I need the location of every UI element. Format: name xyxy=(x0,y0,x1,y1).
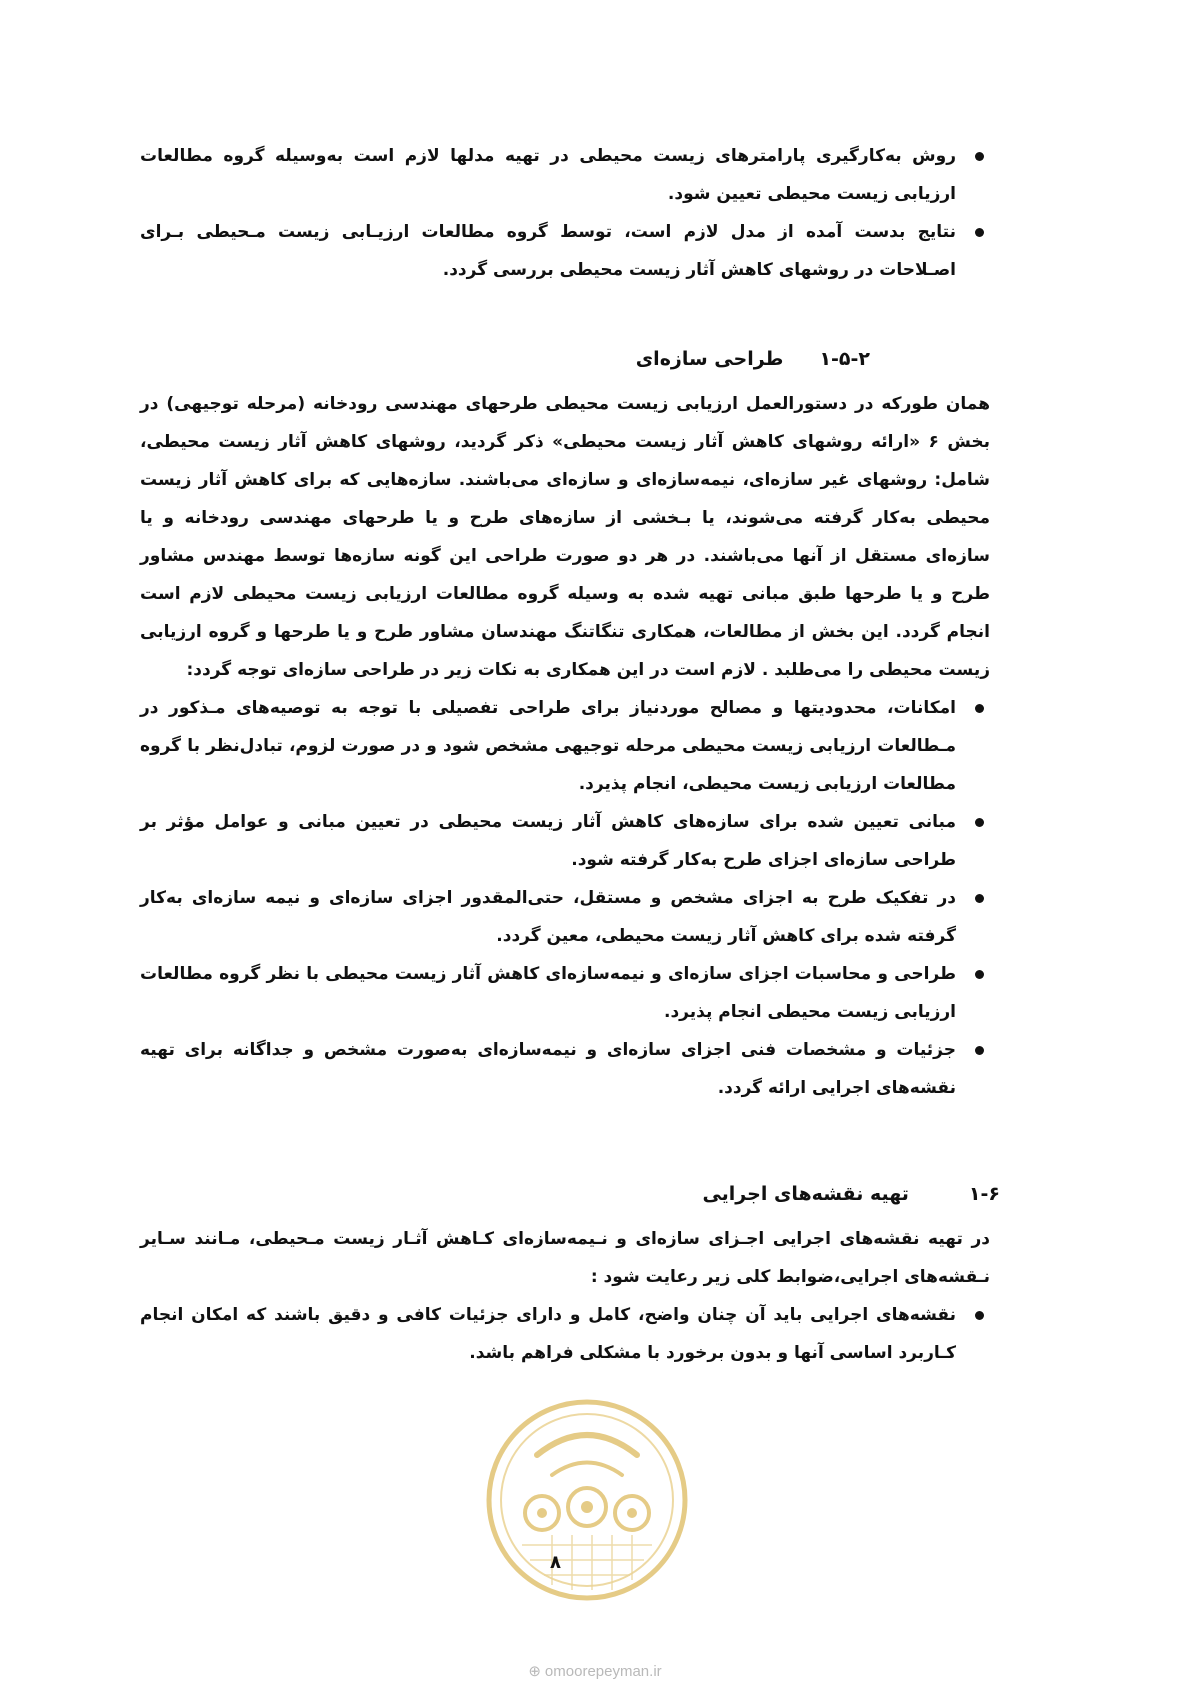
list-item xyxy=(140,803,990,879)
section-body xyxy=(140,1220,990,1372)
list-item-text: روش به‌کارگیری پارامترهای زیست محیطی در تهیه مدلها لازم است به‌وسیله گروه مطالعات ارزیابی زیست محیطی تعیین شود. xyxy=(140,146,956,204)
section-number: ۱-۵-۲ xyxy=(819,348,870,370)
list-item xyxy=(140,1296,990,1372)
list-item xyxy=(140,137,990,213)
globe-icon: ⊕ xyxy=(528,1663,541,1680)
section-body xyxy=(140,385,990,1107)
list-item-text: مبانی تعیین شده برای سازه‌های کاهش آثار زیست محیطی در تعیین مبانی و عوامل مؤثر بر طراحی سازه‌ای اجزای طرح به‌کار گرفته شود. xyxy=(140,812,956,870)
bullet-icon xyxy=(975,894,984,903)
bullet-icon xyxy=(975,970,984,979)
section-paragraph: در تهیه نقشه‌های اجرایی اجـزای سازه‌ای و نـیمه‌سازه‌ای کـاهش آثـار زیست مـحیطی، مـانند سـایر نـقشه‌های اجرایی،ضوابط کلی زیر رعایت شود : xyxy=(140,1229,990,1287)
bullet-icon xyxy=(975,1311,984,1320)
list-item-text: امکانات، محدودیتها و مصالح موردنیاز برای طراحی تفصیلی با توجه به توصیه‌های مـذکور در مـطالعات ارزیابی زیست محیطی مرحله توجیهی مشخص شود و در صورت لزوم، تبادل‌نظر با گروه مطالعات ارزیابی زیست محیطی، انجام پذیرد. xyxy=(140,698,956,794)
page-number: ۸ xyxy=(550,1552,561,1573)
section-heading xyxy=(702,1183,1000,1205)
list-item-text: در تفکیک طرح به اجزای مشخص و مستقل، حتی‌المقدور اجزای سازه‌ای و نیمه سازه‌ای به‌کار گرفته شده برای کاهش آثار زیست محیطی، معین گردد. xyxy=(140,888,956,946)
section-number: ۱-۶ xyxy=(968,1183,1000,1205)
bullet-icon xyxy=(975,228,984,237)
top-bullet-list xyxy=(140,137,990,289)
watermark-site-footer xyxy=(0,1662,1190,1680)
list-item xyxy=(140,1031,990,1107)
list-item xyxy=(140,689,990,803)
bullet-icon xyxy=(975,704,984,713)
bullet-icon xyxy=(975,1046,984,1055)
watermark-seal-icon xyxy=(482,1395,692,1605)
bullet-icon xyxy=(975,818,984,827)
list-item-text: جزئیات و مشخصات فنی اجزای سازه‌ای و نیمه‌سازه‌ای به‌صورت مشخص و جداگانه برای تهیه نقشه‌های اجرایی ارائه گردد. xyxy=(140,1040,956,1098)
list-item-text: طراحی و محاسبات اجزای سازه‌ای و نیمه‌سازه‌ای کاهش آثار زیست محیطی با نظر گروه مطالعات ارزیابی زیست محیطی انجام پذیرد. xyxy=(140,964,956,1022)
section-paragraph: همان طورکه در دستورالعمل ارزیابی زیست محیطی طرحهای مهندسی رودخانه (مرحله توجیهی) در بخش ۶ «ارائه روشهای کاهش آثار زیست محیطی» ذکر گردید، روشهای کاهش آثار زیست محیطی، شامل: روشهای غیر سازه‌ای، نیمه‌سازه‌ای و سازه‌ای می‌باشند. سازه‌هایی که برای کاهش آثار زیست محیطی به‌کار گرفته می‌شوند، یا بـخشی از سازه‌های طرح و یا طرحهای مهندسی رودخانه و یا سازه‌ای مستقل از آنها می‌باشند. در هر دو صورت طراحی این گونه سازه‌ها توسط مهندس مشاور طرح و یا طرحها طبق مبانی تهیه شده به وسیله گروه مطالعات ارزیابی زیست محیطی لازم است انجام گردد. این بخش از مطالعات، همکاری تنگاتنگ مهندسان مشاور طرح و یا طرحها و گروه ارزیابی زیست محیطی را می‌طلبد . لازم است در این همکاری به نکات زیر در طراحی سازه‌ای توجه گردد: xyxy=(140,394,990,680)
list-item-text: نقشه‌های اجرایی باید آن چنان واضح، کامل و دارای جزئیات کافی و دقیق باشند که امکان انجام کـاربرد اساسی آنها و بدون برخورد با مشکلی فراهم باشد. xyxy=(140,1305,956,1363)
section-title: طراحی سازه‌ای xyxy=(635,348,784,370)
list-item xyxy=(140,955,990,1031)
list-item xyxy=(140,213,990,289)
list-item xyxy=(140,879,990,955)
watermark-site-text: omoorepeyman.ir xyxy=(544,1663,662,1680)
section-heading xyxy=(636,348,870,370)
section-title: تهیه نقشه‌های اجرایی xyxy=(702,1183,909,1205)
list-item-text: نتایج بدست آمده از مدل لازم است، توسط گروه مطالعات ارزیـابی زیست مـحیطی بـرای اصـلاحات در روشهای کاهش آثار زیست محیطی بررسی گردد. xyxy=(140,222,956,280)
bullet-icon xyxy=(975,152,984,161)
